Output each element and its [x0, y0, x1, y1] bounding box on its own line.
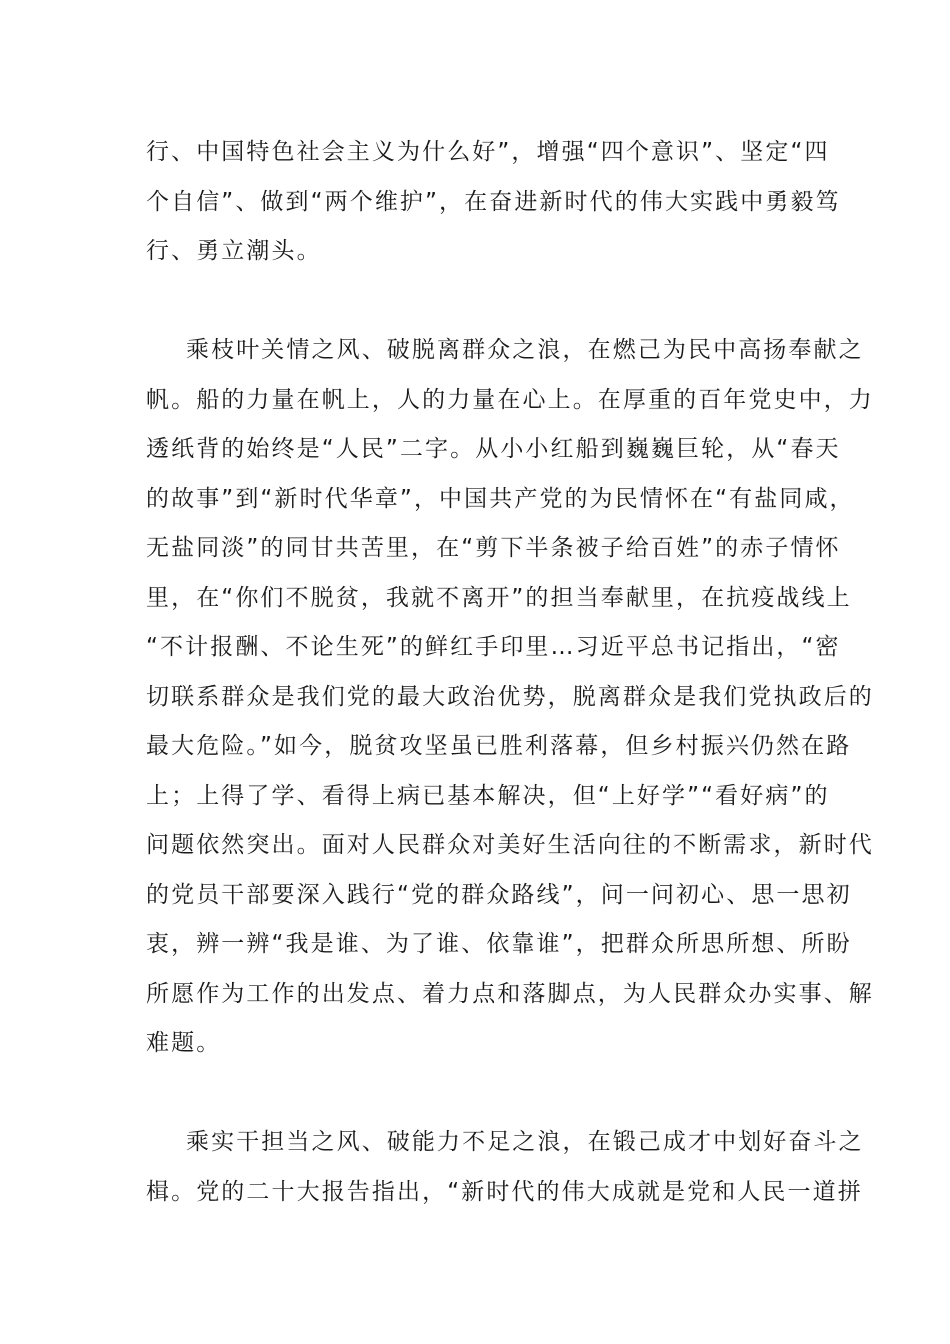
text-line: 无盐同淡”的同甘共苦里，在“剪下半条被子给百姓”的赤子情怀	[146, 535, 841, 561]
text-line: 难题。	[146, 1030, 222, 1056]
text-line: 乘枝叶关情之风、破脱离群众之浪，在燃己为民中高扬奉献之	[186, 337, 864, 363]
text-line: 里，在“你们不脱贫，我就不离开”的担当奉献里，在抗疫战线上	[146, 585, 852, 611]
text-line: 行、勇立潮头。	[146, 238, 322, 264]
text-line: 衷，辨一辨“我是谁、为了谁、依靠谁”，把群众所思所想、所盼	[146, 931, 852, 957]
text-line: 问题依然突出。面对人民群众对美好生活向往的不断需求，新时代	[146, 832, 874, 858]
text-line: 上；上得了学、看得上病已基本解决，但“上好学”“看好病”的	[146, 783, 830, 809]
text-line: 最大危险。”如今，脱贫攻坚虽已胜利落幕，但乡村振兴仍然在路	[146, 733, 852, 759]
text-line: 所愿作为工作的出发点、着力点和落脚点，为人民群众办实事、解	[146, 981, 874, 1007]
text-line: “不计报酬、不论生死”的鲜红手印里…习近平总书记指出，“密	[146, 634, 841, 660]
text-line: 透纸背的始终是“人民”二字。从小小红船到巍巍巨轮，从“春天	[146, 436, 841, 462]
text-line: 个自信”、做到“两个维护”，在奋进新时代的伟大实践中勇毅笃	[146, 189, 841, 215]
text-line: 帆。船的力量在帆上，人的力量在心上。在厚重的百年党史中，力	[146, 387, 874, 413]
text-line: 行、中国特色社会主义为什么好”，增强“四个意识”、坚定“四	[146, 139, 830, 165]
text-line: 乘实干担当之风、破能力不足之浪，在锻己成才中划好奋斗之	[186, 1129, 864, 1155]
text-line: 楫。党的二十大报告指出，“新时代的伟大成就是党和人民一道拼	[146, 1179, 863, 1205]
text-line: 的故事”到“新时代华章”，中国共产党的为民情怀在“有盐同咸，	[146, 486, 855, 512]
text-line: 的党员干部要深入践行“党的群众路线”，问一问初心、思一思初	[146, 882, 852, 908]
text-line: 切联系群众是我们党的最大政治优势，脱离群众是我们党执政后的	[146, 684, 874, 710]
